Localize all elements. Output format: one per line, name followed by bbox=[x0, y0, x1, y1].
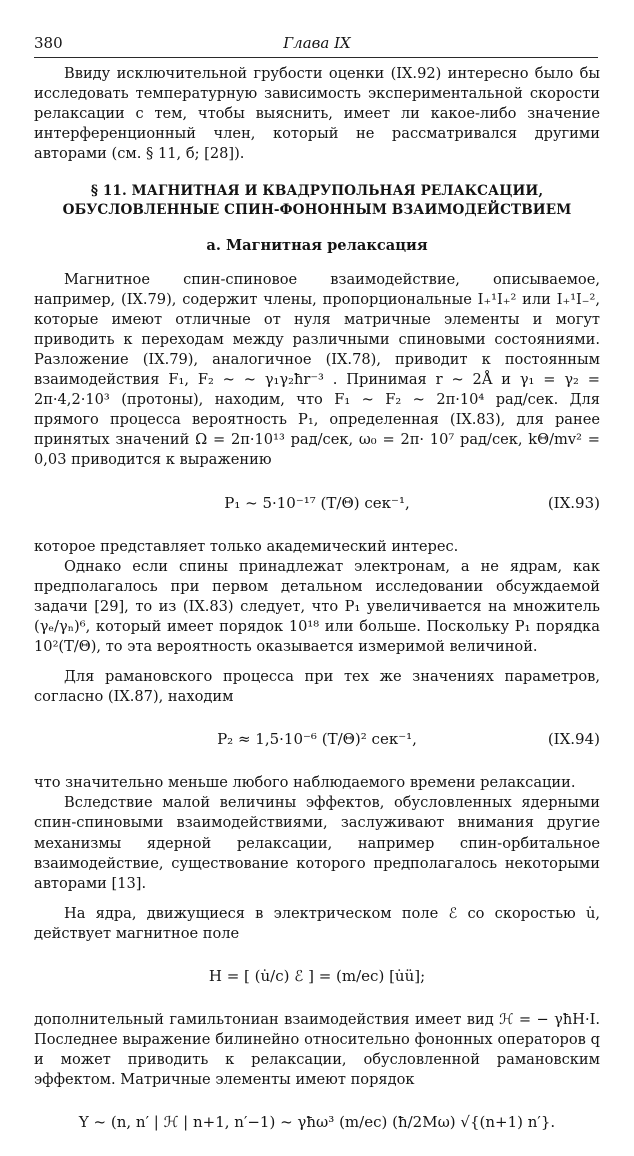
equation-formula: H = [ (u̇/c) ℰ ] = (m/ec) [u̇ü]; bbox=[208, 967, 426, 985]
equation-formula: P₂ ≈ 1,5·10⁻⁶ (T/Θ)² сек⁻¹, bbox=[217, 730, 417, 749]
subsection-title: а. Магнитная релаксация bbox=[206, 237, 428, 255]
equation-ix94 bbox=[34, 713, 600, 767]
paragraph-comparison: что значительно меньше любого наблюдаемого времени релаксации. bbox=[34, 774, 576, 792]
section-title: § 11. МАГНИТНАЯ И КВАДРУПОЛЬНАЯ РЕЛАКСАЦИИ, ОБУСЛОВЛЕННЫЕ СПИН-ФОНОННЫМ ВЗАИМОДЕЙСТВИЕМ bbox=[62, 183, 572, 219]
paragraph-other-mechanisms: Вследствие малой величины эффектов, обусловленных ядерными спин-спиновыми взаимодействиями, заслуживают внимания другие механизмы ядерной релаксации, например спин-орбитальное взаимодействие, существование которого предполагалось некоторыми авторами [13]. bbox=[34, 794, 600, 892]
paragraph-magnetic-interaction: Магнитное спин-спиновое взаимодействие, описываемое, например, (IX.79), содержит члены, пропорциональные I₊¹I₊² или I₊¹I₋², которые имеют отличные от нуля матричные элементы и могут приводить к переходам между различными спиновыми состояниями. Разложение (IX.79), аналогичное (IX.78), приводит к постоянным взаимодействия F₁, F₂ ~ ~ γ₁γ₂ħr⁻³ . Принимая r ~ 2Å и γ₁ = γ₂ = 2π·4,2·10³ (протоны), находим, что F₁ ~ F₂ ~ 2π·10⁴ рад/сек. Для прямого процесса вероятность P₁, определенная (IX.83), для ранее принятых значений Ω = 2π·10¹³ рад/сек, ω₀ = 2π· 10⁷ рад/сек, kΘ/mv² = 0,03 приводится к выражению bbox=[34, 270, 600, 469]
equation-magnetic-field bbox=[34, 950, 600, 1004]
spacer bbox=[34, 894, 600, 904]
paragraph-hamiltonian: дополнительный гамильтониан взаимодействия имеет вид ℋ = − γħH·I. Последнее выражение билинейно относительно фононных операторов q и может приводить к релаксации, обусловленной рамановским эффектом. Матричные элементы имеют порядок bbox=[34, 1011, 600, 1089]
paragraph-raman: Для рамановского процесса при тех же значениях параметров, согласно (IX.87), находим bbox=[34, 668, 600, 706]
spacer bbox=[34, 657, 600, 667]
header-rule bbox=[34, 57, 598, 58]
equation-formula: Y ~ (n, n′ | ℋ | n+1, n′−1) ~ γħω³ (m/ec) (ħ/2Mω) √{(n+1) n′}. bbox=[78, 1113, 556, 1132]
equation-tag: (IX.93) bbox=[547, 493, 600, 512]
equation-formula: P₁ ~ 5·10⁻¹⁷ (T/Θ) сек⁻¹, bbox=[224, 493, 410, 512]
paragraph-intro: Ввиду исключительной грубости оценки (IX.92) интересно было бы исследовать температурную зависимость экспериментальной скорости релаксации с тем, чтобы выяснить, имеет ли какое-либо значение интерференционный член, который не рассматривался другими авторами (см. § 11, б; [28]). bbox=[34, 65, 600, 163]
equation-matrix-elements bbox=[34, 1096, 600, 1150]
paragraph-academic: которое представляет только академический интерес. bbox=[34, 537, 459, 555]
paragraph-electrons: Однако если спины принадлежат электронам, а не ядрам, как предполагалось при первом детальном исследовании обсуждаемой задачи [29], то из (IX.83) следует, что P₁ увеличивается на множитель (γₑ/γₙ)⁶, который имеет порядок 10¹⁸ или больше. Поскольку P₁ порядка 10²(T/Θ), то эта вероятность оказывается измеримой величиной. bbox=[34, 557, 600, 655]
running-head: Глава IX bbox=[283, 34, 351, 52]
page-number: 380 bbox=[34, 34, 63, 52]
equation-tag: (IX.94) bbox=[547, 730, 600, 749]
page-header bbox=[34, 34, 600, 56]
equation-ix93 bbox=[34, 477, 600, 531]
page-body bbox=[34, 64, 600, 1156]
paragraph-moving-nuclei: На ядра, движущиеся в электрическом поле ℰ со скоростью u̇, действует магнитное поле bbox=[34, 904, 600, 942]
